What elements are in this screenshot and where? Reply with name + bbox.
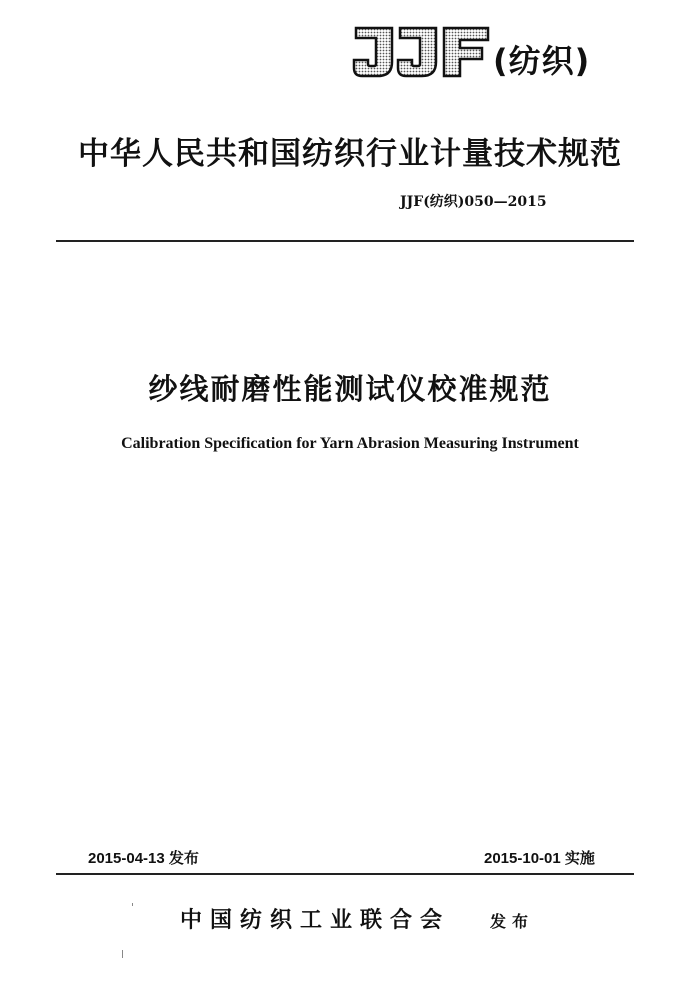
effective-date: 2015-10-01 实施 <box>484 850 595 867</box>
jjf-logo <box>352 22 492 82</box>
issue-date: 2015-04-13 发布 <box>88 850 199 867</box>
scan-speck <box>132 903 133 906</box>
publisher-name: 中国纺织工业联合会 <box>180 908 451 933</box>
standard-number: JJF(纺织)050—2015 <box>400 194 547 210</box>
document-title-cn: 纱线耐磨性能测试仪校准规范 <box>148 372 552 406</box>
top-divider <box>56 240 634 242</box>
logo-suffix: (纺织) <box>493 42 591 80</box>
bottom-divider <box>56 873 634 875</box>
jjf-logo-graphic <box>352 22 492 82</box>
document-title-en: Calibration Specification for Yarn Abrasion Measuring Instrument <box>121 435 579 452</box>
issuing-category-title: 中华人民共和国纺织行业计量技术规范 <box>78 136 622 172</box>
publisher-verb: 发布 <box>490 912 535 931</box>
scan-speck <box>122 950 123 958</box>
